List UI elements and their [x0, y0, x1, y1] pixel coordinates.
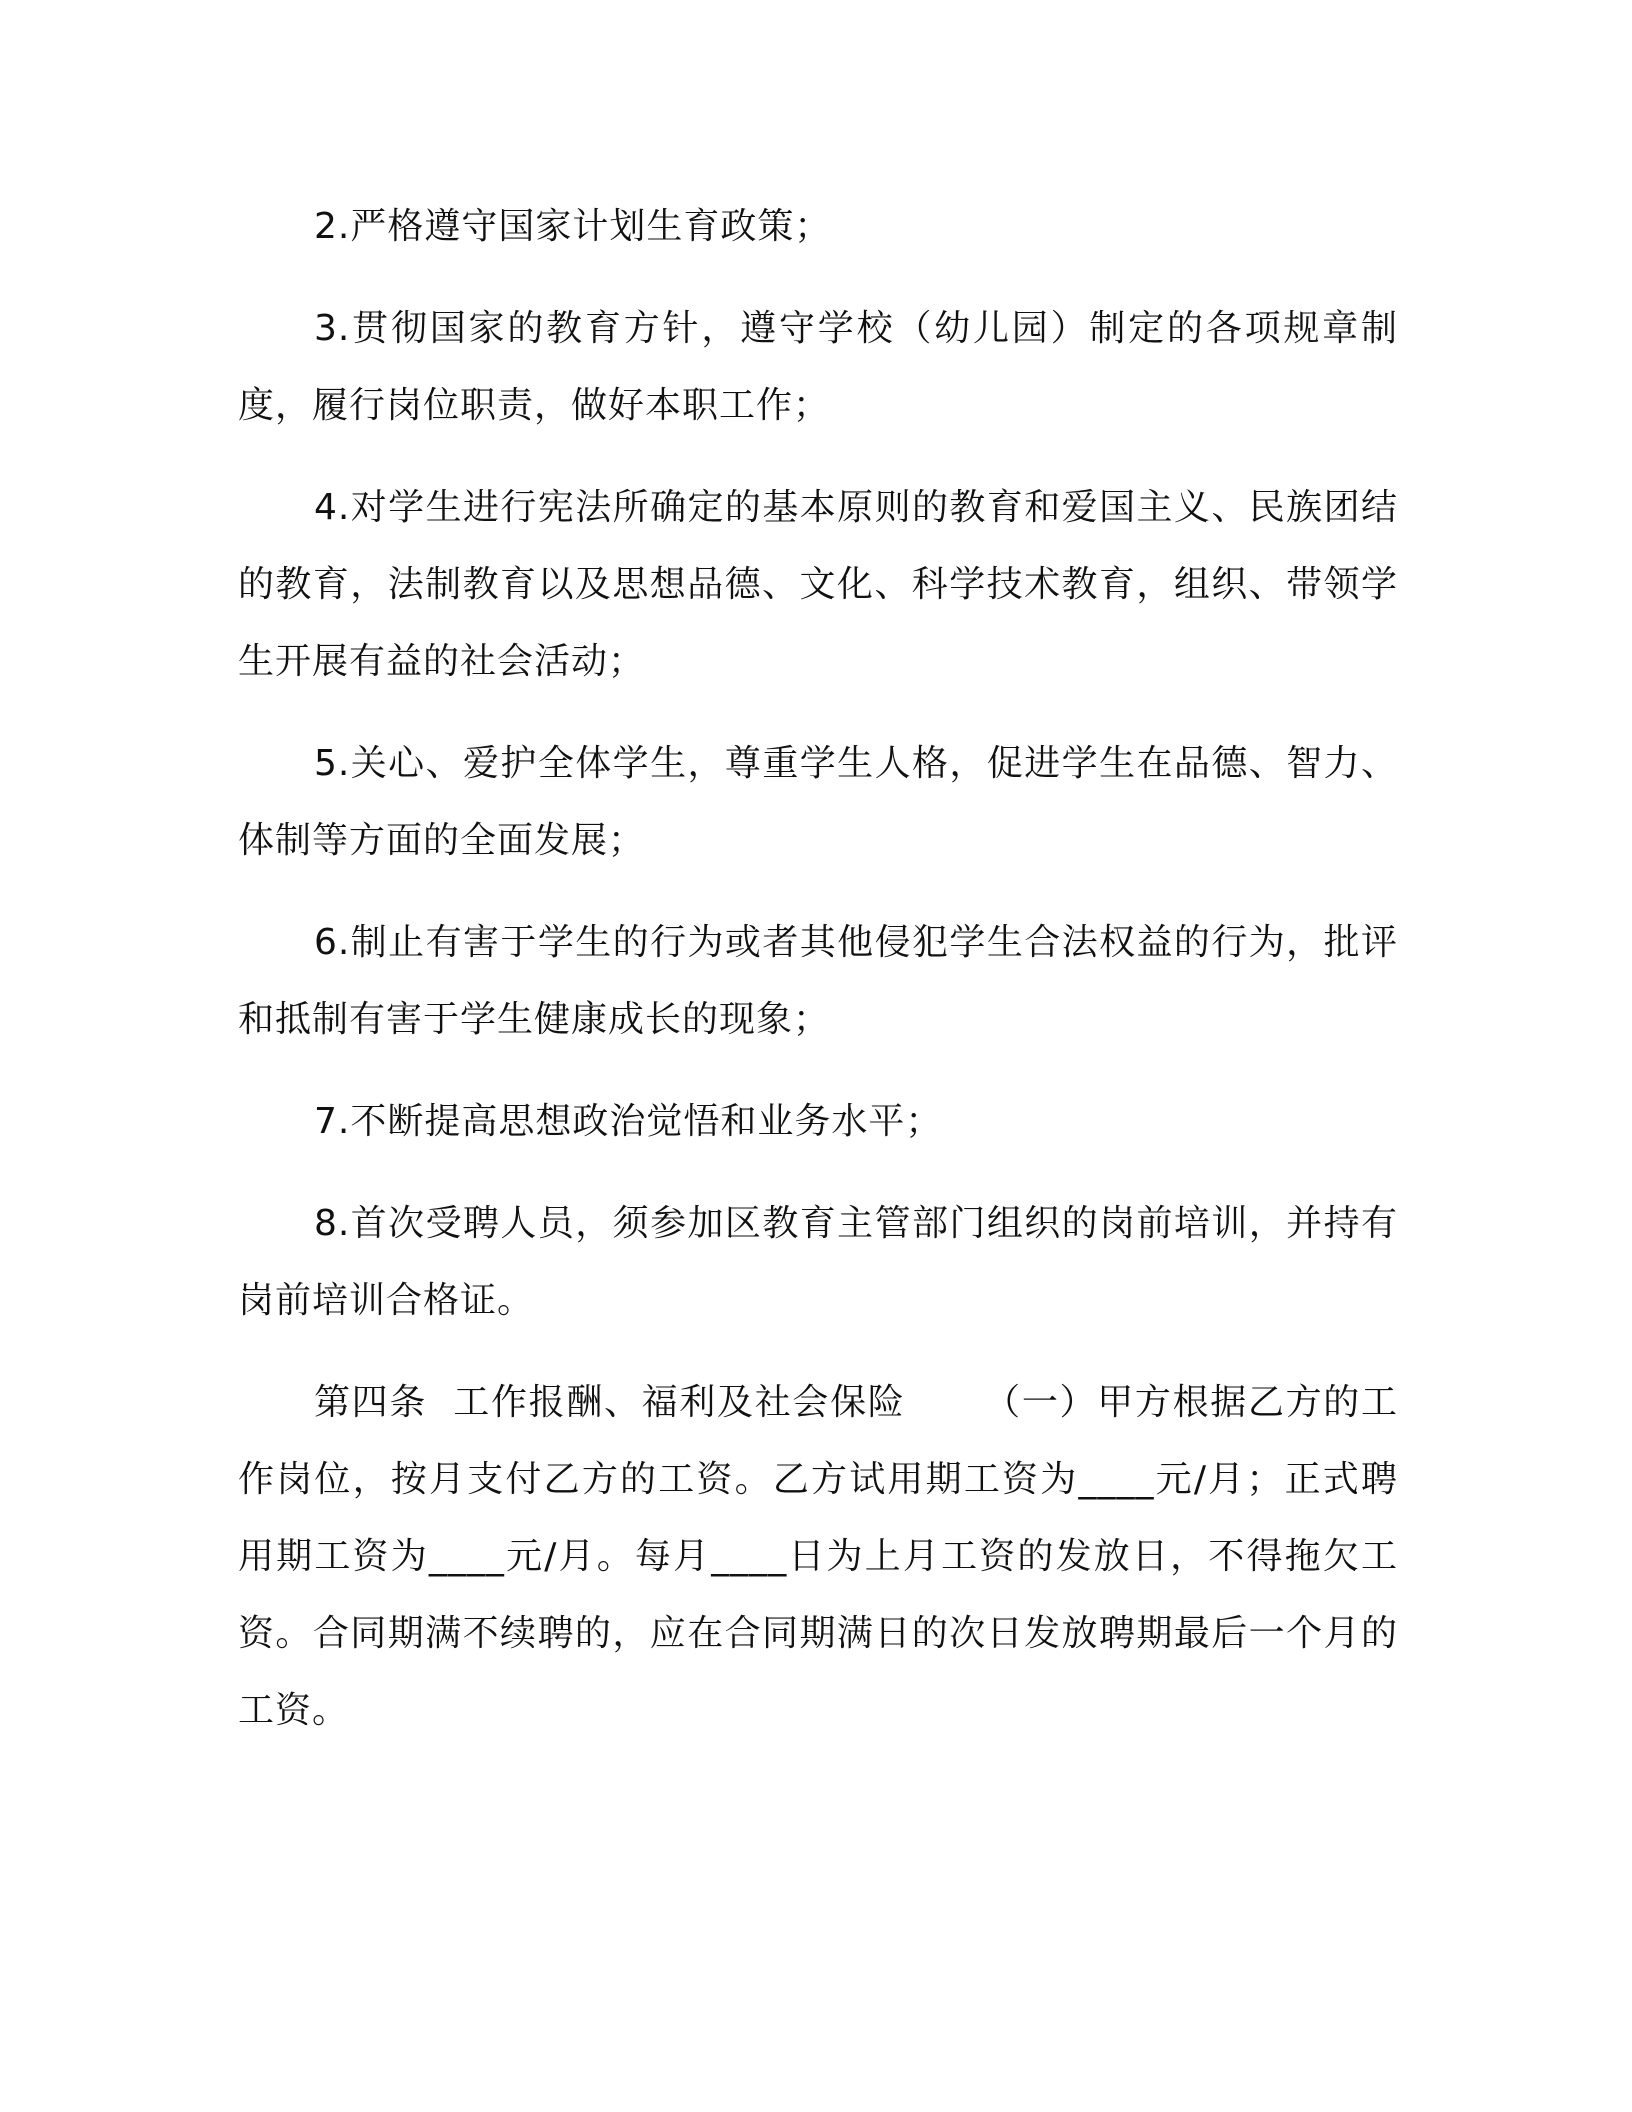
- clause-7-paragraph: 7.不断提高思想政治觉悟和业务水平；: [314, 1101, 943, 1142]
- clause-5-paragraph: 5.关心、爱护全体学生，尊重学生人格，促进学生在品德、智力、体制等方面的全面发展；: [238, 743, 1398, 861]
- article-4-paragraph: 第四条 工作报酬、福利及社会保险 （一）甲方根据乙方的工作岗位，按月支付乙方的工资。乙方试用期工资为____元/月；正式聘用期工资为____元/月。每月____日为上月工资的发放日，不得拖欠工资。合同期满不续聘的，应在合同期满日的次日发放聘期最后一个月的工资。: [238, 1382, 1398, 1731]
- clause-6-paragraph: 6.制止有害于学生的行为或者其他侵犯学生合法权益的行为，批评和抵制有害于学生健康成长的现象；: [238, 922, 1398, 1040]
- clause-2-paragraph: 2.严格遵守国家计划生育政策；: [314, 206, 832, 247]
- clause-4-paragraph: 4.对学生进行宪法所确定的基本原则的教育和爱国主义、民族团结的教育，法制教育以及思想品德、文化、科学技术教育，组织、带领学生开展有益的社会活动；: [238, 487, 1398, 682]
- document-body: [238, 188, 1398, 1774]
- clause-8-paragraph: 8.首次受聘人员，须参加区教育主管部门组织的岗前培训，并持有岗前培训合格证。: [238, 1203, 1398, 1321]
- clause-3-paragraph: 3.贯彻国家的教育方针，遵守学校（幼儿园）制定的各项规章制度，履行岗位职责，做好本职工作；: [238, 308, 1398, 426]
